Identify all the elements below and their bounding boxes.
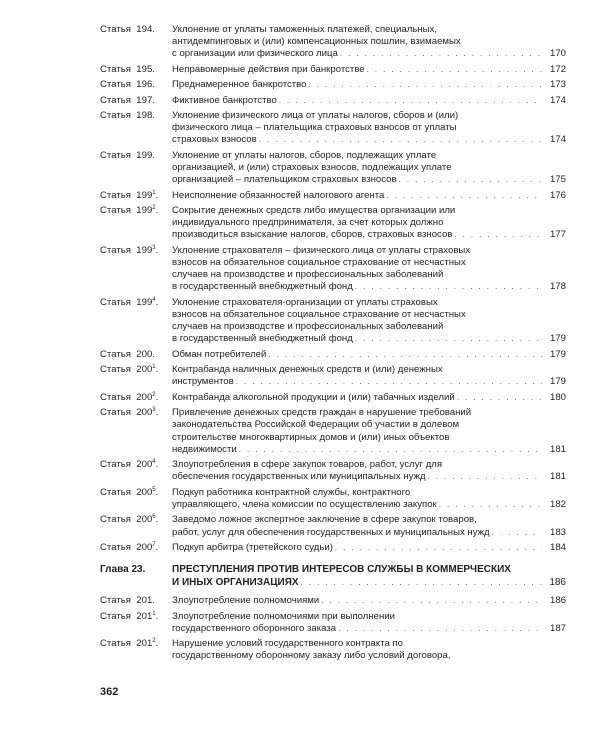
toc-entry[interactable]: [100, 205, 566, 242]
article-number-superscript: 4: [152, 458, 156, 465]
entry-title-last-line: [172, 190, 566, 202]
toc-entry[interactable]: [100, 611, 566, 635]
entry-title: [172, 150, 566, 187]
entry-title: [172, 205, 566, 242]
entry-title-last-line: [172, 174, 566, 186]
toc-entry[interactable]: [100, 110, 566, 147]
entry-title-line: Неисполнение обязанностей налогового агента: [172, 189, 385, 201]
article-word: Статья: [100, 610, 131, 622]
dot-leader: [259, 134, 542, 146]
dot-leader: [321, 595, 542, 607]
article-label: [100, 95, 172, 107]
entry-title-line: недвижимости: [172, 443, 237, 455]
article-number: 195.: [136, 63, 155, 75]
toc-entry[interactable]: [100, 79, 566, 91]
entry-title: [172, 459, 566, 483]
page-ref: 186: [549, 595, 566, 607]
entry-title-line: управляющего, члена комиссии по осуществлению закупок: [172, 498, 437, 510]
page-ref: 170: [549, 48, 566, 60]
entry-title-line: Контрабанда наличных денежных средств и (или) денежных: [172, 364, 443, 376]
article-number: 200.: [136, 348, 155, 360]
page-ref: 186: [549, 576, 566, 588]
article-number: 198.: [136, 109, 155, 121]
entry-title-last-line: [172, 281, 566, 293]
toc-entry[interactable]: [100, 392, 566, 404]
article-word: Статья: [100, 63, 131, 75]
entry-title-last-line: [172, 376, 566, 388]
toc-entry[interactable]: [100, 638, 566, 662]
article-label: Статья $199^4$.: [100, 296, 159, 308]
entry-title: [172, 79, 566, 91]
entry-title-line: И ИНЫХ ОРГАНИЗАЦИЯХ: [172, 576, 299, 588]
toc-entry[interactable]: [100, 364, 566, 388]
article-label: [100, 110, 172, 122]
article-label: Статья $201^1$.: [100, 610, 159, 622]
article-label: Статья $200^3$.: [100, 406, 159, 419]
entry-title-line: Подкуп арбитра (третейского судьи): [172, 541, 333, 553]
article-number: 200: [136, 541, 153, 553]
page-ref: 181: [549, 471, 566, 483]
entry-title-line: Сокрытие денежных средств либо имущества организации или: [172, 204, 456, 216]
article-word: Статья: [100, 189, 131, 201]
article-label: Статья $199^2$.: [100, 204, 159, 216]
entry-title-line: в государственный внебюджетный фонд: [172, 333, 353, 345]
entry-title-last-line: [172, 542, 566, 554]
article-word: Статья: [100, 407, 131, 419]
entry-title-line: производиться взыскание налогов, сборов, страховых взносов: [172, 229, 453, 241]
dot-leader: [309, 79, 543, 91]
page-ref: 183: [549, 526, 566, 538]
chapter-label: Глава 23.: [100, 564, 146, 576]
entry-title-last-line: [172, 48, 566, 60]
entry-title-line: организацией, и (или) страховых взносов, подлежащих уплате: [172, 161, 452, 173]
dot-leader: [457, 392, 542, 404]
toc-section-chapter-23: [100, 595, 566, 662]
article-word: Статья: [100, 79, 131, 91]
entry-title-last-line: [172, 650, 566, 662]
dot-leader: [386, 190, 542, 202]
article-word: Статья: [100, 638, 131, 650]
article-word: Статья: [100, 595, 131, 607]
entry-title: [172, 392, 566, 404]
entry-title-line: Неправомерные действия при банкротстве: [172, 63, 365, 75]
toc-entry[interactable]: [100, 407, 566, 456]
toc-entry[interactable]: [100, 487, 566, 511]
dot-leader: [335, 542, 542, 554]
article-number: 200: [136, 459, 153, 471]
chapter-title: [172, 564, 566, 589]
dot-leader: [492, 527, 542, 539]
entry-title: [172, 95, 566, 107]
entry-title-last-line: [172, 444, 566, 456]
entry-title-line: Фиктивное банкротство: [172, 94, 277, 106]
article-word: Статья: [100, 109, 131, 121]
entry-title: [172, 514, 566, 538]
entry-title-last-line: [172, 64, 566, 76]
entry-title-line: страховых взносов: [172, 134, 257, 146]
page-ref: 182: [549, 498, 566, 510]
entry-title-last-line: [172, 229, 566, 241]
dot-leader: [355, 333, 542, 345]
article-label: [100, 150, 172, 162]
article-number: 201.: [136, 595, 155, 607]
page-ref: 175: [549, 174, 566, 186]
article-label: Статья $199^1$.: [100, 189, 159, 201]
article-word: Статья: [100, 486, 131, 498]
article-number-superscript: 1: [152, 610, 156, 617]
toc-entry[interactable]: [100, 190, 566, 202]
page-ref: 180: [549, 391, 566, 403]
article-label: Статья $199^3$.: [100, 244, 159, 256]
entry-title-line: работ, услуг для обеспечения государственных и муниципальных нужд: [172, 526, 490, 538]
article-number: 199: [136, 296, 153, 308]
entry-title-line: случаев на производстве и профессиональных заболеваний: [172, 269, 444, 281]
entry-title-line: Подкуп работника контрактной службы, контрактного: [172, 486, 411, 498]
dot-leader: [454, 229, 542, 241]
article-number: 200: [136, 364, 153, 376]
entry-title-last-line: [172, 79, 566, 91]
article-number: 201: [136, 638, 153, 650]
article-number-superscript: 6: [152, 514, 156, 521]
entry-title-line: физического лица – плательщика страховых взносов от уплаты: [172, 122, 457, 134]
article-label: [100, 595, 172, 607]
article-word: Статья: [100, 24, 131, 35]
entry-title-last-line: [172, 595, 566, 607]
dot-leader: [338, 623, 542, 635]
entry-title: [172, 245, 566, 294]
page-ref: 177: [549, 229, 566, 241]
entry-title: [172, 24, 566, 61]
entry-title-line: случаев на производстве и профессиональных заболеваний: [172, 321, 444, 333]
entry-title-last-line: [172, 471, 566, 483]
article-word: Статья: [100, 541, 131, 553]
article-word: Статья: [100, 459, 131, 471]
page-ref: 173: [549, 79, 566, 91]
toc-entry[interactable]: [100, 514, 566, 538]
entry-title: [172, 364, 566, 388]
dot-leader: [439, 499, 542, 511]
article-number: 199: [136, 204, 153, 216]
entry-title-line: Контрабанда алкогольной продукции и (или) табачных изделий: [172, 391, 455, 403]
entry-title-line: Уклонение страхователя – физического лица от уплаты страховых: [172, 244, 471, 256]
article-word: Статья: [100, 348, 131, 360]
page-ref: 174: [549, 94, 566, 106]
article-number: 200: [136, 486, 153, 498]
entry-title-line: организацией – плательщиком страховых взносов: [172, 174, 397, 186]
entry-title-last-line: [172, 134, 566, 146]
page-ref: 174: [549, 134, 566, 146]
entry-title-line: с организации или физического лица: [172, 48, 338, 60]
entry-title-last-line: [172, 527, 566, 539]
article-label: Статья $200^1$.: [100, 363, 159, 376]
article-number: 200: [136, 514, 153, 526]
article-word: Статья: [100, 204, 131, 216]
entry-title-line: государственного оборонного заказа: [172, 622, 337, 634]
article-label: [100, 349, 172, 361]
entry-title-line: в государственный внебюджетный фонд: [172, 281, 353, 293]
article-number: 201: [136, 610, 153, 622]
entry-title-last-line: [172, 499, 566, 511]
dot-leader: [239, 444, 542, 456]
article-number-superscript: 2: [152, 391, 156, 398]
article-word: Статья: [100, 364, 131, 376]
entry-title-line: строительстве многоквартирных домов и (или) иных объектов: [172, 431, 450, 443]
article-word: Статья: [100, 296, 131, 308]
article-label: [100, 24, 172, 36]
dot-leader: [236, 376, 542, 388]
toc-entry[interactable]: [100, 24, 566, 61]
dot-leader: [301, 577, 542, 590]
article-number-superscript: 3: [152, 244, 156, 251]
entry-title: [172, 297, 566, 346]
entry-title-line: государственному оборонному заказу либо условий договора,: [172, 650, 451, 662]
entry-title-line: Заведомо ложное экспертное заключение в сфере закупок товаров,: [172, 514, 477, 526]
article-word: Статья: [100, 244, 131, 256]
entry-title-line: ПРЕСТУПЛЕНИЯ ПРОТИВ ИНТЕРЕСОВ СЛУЖБЫ В КОММЕРЧЕСКИХ: [172, 564, 511, 576]
article-number: 194.: [136, 24, 155, 35]
entry-title-line: Уклонение от уплаты налогов, сборов, подлежащих уплате: [172, 149, 437, 161]
dot-leader: [367, 64, 542, 76]
article-word: Статья: [100, 149, 131, 161]
entry-title-line: Уклонение физического лица от уплаты налогов, сборов и (или): [172, 109, 459, 121]
article-number: 199: [136, 189, 153, 201]
dot-leader: [340, 48, 542, 60]
article-label: Статья $200^5$.: [100, 486, 159, 498]
entry-title-line: инструментов: [172, 376, 234, 388]
toc-entry[interactable]: [100, 245, 566, 294]
entry-title-last-line: [172, 623, 566, 635]
toc-entry[interactable]: [100, 95, 566, 107]
entry-title-line: взносов на обязательное социальное страхование от несчастных: [172, 308, 466, 320]
dot-leader: [428, 471, 542, 483]
page-ref: 179: [549, 376, 566, 388]
article-label: Статья $200^7$.: [100, 541, 159, 553]
article-number-superscript: 1: [152, 189, 156, 196]
entry-title-line: Злоупотребление полномочиями при выполнении: [172, 610, 396, 622]
article-number-superscript: 7: [152, 541, 156, 548]
entry-title-last-line: [172, 577, 566, 590]
entry-title: [172, 110, 566, 147]
article-label: [100, 64, 172, 76]
dot-leader: [268, 349, 542, 361]
entry-title: [172, 487, 566, 511]
article-word: Статья: [100, 94, 131, 106]
chapter-23-heading[interactable]: [100, 564, 566, 589]
entry-title: [172, 407, 566, 456]
entry-title-line: законодательства Российской Федерации об участии в долевом: [172, 419, 460, 431]
article-label: Статья $200^4$.: [100, 458, 159, 471]
entry-title-line: Привлечение денежных средств граждан в нарушение требований: [172, 407, 472, 419]
article-number-superscript: 3: [152, 406, 156, 413]
article-number-superscript: 4: [152, 296, 156, 303]
toc-entry[interactable]: [100, 150, 566, 187]
toc-entry[interactable]: [100, 459, 566, 483]
entry-title-line: Преднамеренное банкротство: [172, 79, 307, 91]
dot-leader: [399, 174, 542, 186]
toc-entry[interactable]: [100, 542, 566, 554]
entry-title-line: взносов на обязательное социальное страхование от несчастных: [172, 256, 466, 268]
entry-title: [172, 638, 566, 662]
article-number: 200: [136, 407, 153, 419]
article-number: 199.: [136, 149, 155, 161]
entry-title-last-line: [172, 392, 566, 404]
dot-leader: [279, 95, 542, 107]
page-ref: 187: [549, 622, 566, 634]
page-ref: 178: [549, 281, 566, 293]
entry-title-last-line: [172, 349, 566, 361]
page-number: 362: [100, 686, 119, 698]
article-number-superscript: 2: [152, 637, 156, 644]
entry-title-line: обеспечения государственных или муниципальных нужд: [172, 471, 426, 483]
article-number: 196.: [136, 79, 155, 91]
entry-title: [172, 542, 566, 554]
article-label: Статья $201^2$.: [100, 637, 159, 650]
page-ref: 184: [549, 541, 566, 553]
entry-title: [172, 190, 566, 202]
article-word: Статья: [100, 391, 131, 403]
article-number: 199: [136, 244, 153, 256]
toc-section-chapter-22: [100, 24, 566, 554]
entry-title-line: Обман потребителей: [172, 348, 267, 360]
entry-title: [172, 595, 566, 607]
entry-title: [172, 64, 566, 76]
article-word: Статья: [100, 514, 131, 526]
page-ref: 176: [549, 189, 566, 201]
article-label: [100, 79, 172, 91]
entry-title-last-line: [172, 95, 566, 107]
entry-title-line: Злоупотребление полномочиями: [172, 595, 320, 607]
entry-title-line: Нарушение условий государственного контракта по: [172, 638, 404, 650]
toc-entry[interactable]: [100, 595, 566, 607]
entry-title-line: Уклонение от уплаты таможенных платежей, специальных,: [172, 24, 437, 35]
toc-entry[interactable]: [100, 64, 566, 76]
toc-entry[interactable]: [100, 349, 566, 361]
entry-title-line: Злоупотребления в сфере закупок товаров, работ, услуг для: [172, 459, 443, 471]
toc-entry[interactable]: [100, 297, 566, 346]
article-label: Статья $200^2$.: [100, 391, 159, 403]
article-number-superscript: 2: [152, 204, 156, 211]
article-number-superscript: 5: [152, 486, 156, 493]
page-ref: 179: [549, 348, 566, 360]
entry-title-last-line: [172, 333, 566, 345]
page-ref: 181: [549, 443, 566, 455]
entry-title-line: антидемпинговых и (или) компенсационных пошлин, взимаемых: [172, 36, 461, 48]
article-number: 197.: [136, 94, 155, 106]
page-ref: 179: [549, 333, 566, 345]
entry-title-line: индивидуального предпринимателя, за счет которых должно: [172, 217, 444, 229]
entry-title: [172, 611, 566, 635]
article-number: 200: [136, 391, 153, 403]
dot-leader: [355, 281, 542, 293]
article-label: Статья $200^6$.: [100, 514, 159, 526]
page-ref: 172: [549, 63, 566, 75]
entry-title-line: Уклонение страхователя-организации от уплаты страховых: [172, 296, 438, 308]
entry-title: [172, 349, 566, 361]
article-number-superscript: 1: [152, 363, 156, 370]
